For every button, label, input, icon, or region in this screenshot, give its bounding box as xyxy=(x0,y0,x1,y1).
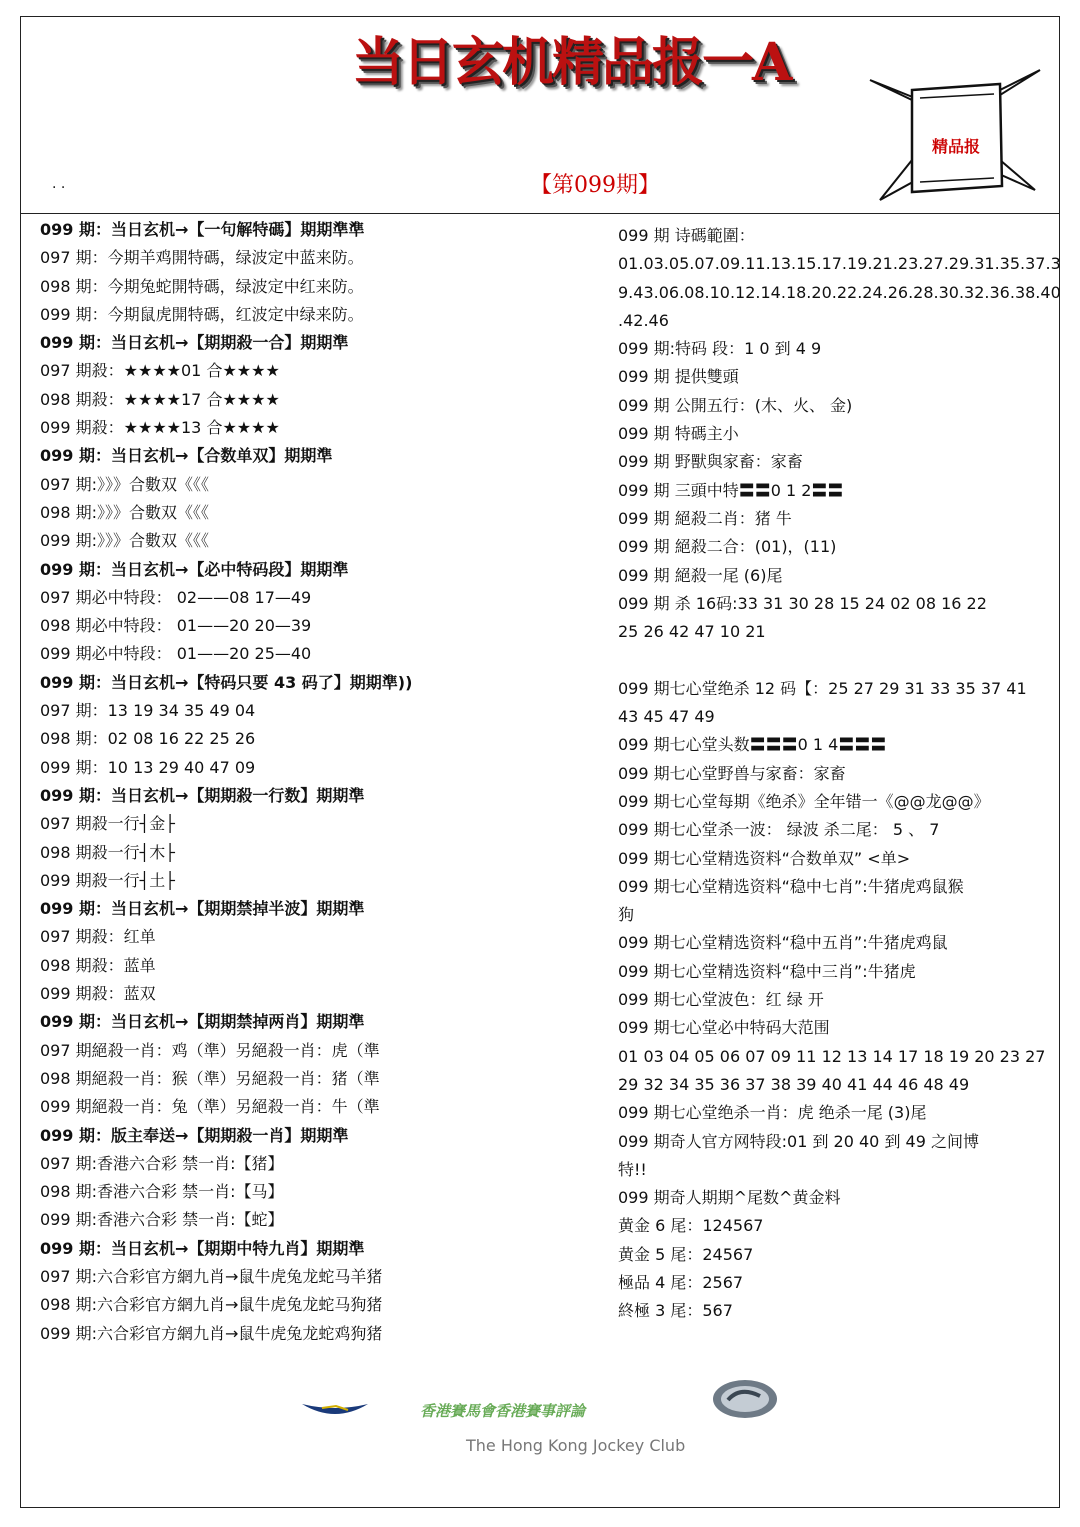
left-line: 098 期:六合彩官方網九肖→鼠牛虎兔龙蛇马狗猪 xyxy=(40,1295,383,1315)
right-line: 特!! xyxy=(618,1159,647,1179)
left-line: 099 期：当日玄机→【期期禁掉两肖】期期準 xyxy=(40,1012,365,1032)
right-line: 099 期七心堂野兽与家畜：家畜 xyxy=(618,763,846,783)
right-line: 099 期 公開五行：(木、火、 金) xyxy=(618,395,853,415)
left-line: 099 期：当日玄机→【期期禁掉半波】期期準 xyxy=(40,899,365,919)
left-line: 099 期：当日玄机→【期期中特九肖】期期準 xyxy=(40,1238,365,1258)
left-line: 099 期：当日玄机→【合数单双】期期準 xyxy=(40,446,333,466)
right-line: 9.43.06.08.10.12.14.18.20.22.24.26.28.30.32.36.38.40 xyxy=(618,282,1061,302)
right-line: 099 期七心堂波色：红 绿 开 xyxy=(618,990,824,1010)
right-line: 099 期七心堂精选资料“稳中七肖”:牛猪虎鸡鼠猴 xyxy=(618,876,964,896)
left-line: 097 期：今期羊鸡開特碼，绿波定中蓝来防。 xyxy=(40,248,364,268)
right-line: 099 期 絕殺二肖：猪 牛 xyxy=(618,508,792,528)
right-line: 099 期奇人官方网特段:01 到 20 40 到 49 之间博 xyxy=(618,1131,979,1151)
left-line: 099 期：当日玄机→【一句解特碼】期期準準 xyxy=(40,220,365,239)
left-line: 097 期:香港六合彩 禁一肖:【猪】 xyxy=(40,1153,284,1173)
right-line: 01.03.05.07.09.11.13.15.17.19.21.23.27.29.31.35.37.3 xyxy=(618,254,1061,274)
left-line: 099 期:六合彩官方網九肖→鼠牛虎兔龙蛇鸡狗猪 xyxy=(40,1323,383,1343)
left-line: 098 期:》》》合數双《《《 xyxy=(40,502,210,522)
left-line: 097 期:》》》合數双《《《 xyxy=(40,474,210,494)
left-line: 099 期：当日玄机→【期期殺一合】期期準 xyxy=(40,333,349,353)
left-line: 098 期絕殺一肖：猴（準）另絕殺一肖：猪（準 xyxy=(40,1068,380,1088)
issue-number: 【第099期】 xyxy=(530,173,660,198)
right-line: 099 期七心堂精选资料“稳中三肖”:牛猪虎 xyxy=(618,961,916,981)
left-column xyxy=(40,216,412,1348)
left-line: 099 期殺：蓝双 xyxy=(40,984,156,1004)
left-line: 097 期殺一行┤金├ xyxy=(40,814,175,834)
right-line: 01 03 04 05 06 07 09 11 12 13 14 17 18 19 20 23 27 xyxy=(618,1046,1046,1066)
left-line: 098 期殺：★★★★17 合★★★★ xyxy=(40,389,280,409)
left-line: 099 期：当日玄机→【必中特码段】期期準 xyxy=(40,559,349,579)
left-line: 097 期殺：★★★★01 合★★★★ xyxy=(40,361,280,381)
jockey-club-right-logo-icon xyxy=(710,1376,780,1422)
right-line: 099 期 絕殺二合：(01)，(11) xyxy=(618,537,837,557)
left-line: 098 期殺一行┤木├ xyxy=(40,842,175,862)
right-line: 黄金 5 尾：24567 xyxy=(618,1244,754,1264)
right-line: 099 期七心堂头数〓〓〓0 1 4〓〓〓 xyxy=(618,735,887,755)
right-line: .42.46 xyxy=(618,310,669,330)
right-line: 099 期 絕殺一尾 (6)尾 xyxy=(618,565,783,585)
left-line: 099 期:香港六合彩 禁一肖:【蛇】 xyxy=(40,1210,284,1230)
footer-chinese-name: 香港賽馬會香港賽事評論 xyxy=(420,1402,586,1420)
right-line: 099 期 野獸與家畜：家畜 xyxy=(618,452,803,472)
right-column xyxy=(618,222,1061,1326)
left-line: 099 期：当日玄机→【期期殺一行数】期期準 xyxy=(40,785,365,805)
left-line: 099 期:》》》合數双《《《 xyxy=(40,531,210,551)
right-line: 099 期七心堂绝杀一肖：虎 绝杀一尾 (3)尾 xyxy=(618,1103,927,1123)
left-line: 098 期:香港六合彩 禁一肖:【马】 xyxy=(40,1182,284,1202)
right-line: 099 期奇人期期^尾数^黄金料 xyxy=(618,1188,841,1208)
right-line: 25 26 42 47 10 21 xyxy=(618,622,766,642)
left-line: 099 期殺一行┤土├ xyxy=(40,870,175,890)
badge-ribbon-icon xyxy=(860,60,1050,210)
left-line: 098 期殺：蓝单 xyxy=(40,955,156,975)
left-line: 098 期：今期兔蛇開特碼，绿波定中红来防。 xyxy=(40,276,364,296)
left-line: 097 期殺：红单 xyxy=(40,927,156,947)
right-line: 狗 xyxy=(618,905,635,925)
footer-english-name: The Hong Kong Jockey Club xyxy=(466,1436,686,1455)
right-line: 099 期七心堂精选资料“稳中五肖”:牛猪虎鸡鼠 xyxy=(618,933,948,953)
right-line: 099 期七心堂绝杀 12 码【：25 27 29 31 33 35 37 41 xyxy=(618,678,1027,698)
left-line: 099 期：今期鼠虎開特碼，红波定中绿来防。 xyxy=(40,304,364,324)
right-line: 099 期 诗碼範圍： xyxy=(618,226,755,245)
left-line: 099 期絕殺一肖：兔（準）另絕殺一肖：牛（準 xyxy=(40,1097,380,1117)
right-line: 終極 3 尾：567 xyxy=(618,1301,733,1321)
right-line: 43 45 47 49 xyxy=(618,707,715,727)
right-line: 099 期七心堂必中特码大范围 xyxy=(618,1018,830,1038)
right-line xyxy=(618,646,1061,674)
right-line: 29 32 34 35 36 37 38 39 40 41 44 46 48 49 xyxy=(618,1074,970,1094)
right-line: 099 期:特码 段：1 0 到 4 9 xyxy=(618,339,822,359)
header-dots: . . xyxy=(52,176,66,192)
jockey-club-left-logo-icon xyxy=(300,1398,370,1422)
footer xyxy=(300,1370,790,1470)
right-line: 099 期七心堂杀一波： 绿波 杀二尾： 5 、 7 xyxy=(618,820,940,840)
left-line: 097 期絕殺一肖：鸡（準）另絕殺一肖：虎（準 xyxy=(40,1040,380,1060)
right-line: 099 期 提供雙頭 xyxy=(618,367,739,387)
left-line: 099 期必中特段： 01——20 25—40 xyxy=(40,644,312,664)
left-line: 099 期：10 13 29 40 47 09 xyxy=(40,757,256,777)
right-line: 極品 4 尾：2567 xyxy=(618,1272,744,1292)
left-line: 098 期：02 08 16 22 25 26 xyxy=(40,729,256,749)
right-line: 099 期 三頭中特〓〓0 1 2〓〓 xyxy=(618,480,844,500)
left-line: 097 期：13 19 34 35 49 04 xyxy=(40,701,256,721)
left-line: 099 期殺：★★★★13 合★★★★ xyxy=(40,418,280,438)
left-line: 097 期:六合彩官方網九肖→鼠牛虎兔龙蛇马羊猪 xyxy=(40,1266,383,1286)
page-title: 当日玄机精品报一A xyxy=(352,32,791,93)
badge-label: 精品报 xyxy=(932,137,981,156)
right-line: 099 期 特碼主小 xyxy=(618,424,739,444)
right-line: 099 期 杀 16码:33 31 30 28 15 24 02 08 16 22 xyxy=(618,593,987,613)
left-line: 099 期：当日玄机→【特码只要 43 码了】期期準)) xyxy=(40,672,413,692)
left-line: 099 期：版主奉送→【期期殺一肖】期期準 xyxy=(40,1125,349,1145)
right-line: 099 期七心堂精选资料“合数单双” <单> xyxy=(618,848,911,868)
left-line: 098 期必中特段： 01——20 20—39 xyxy=(40,616,312,636)
left-line: 097 期必中特段： 02——08 17—49 xyxy=(40,587,312,607)
right-line: 黄金 6 尾：124567 xyxy=(618,1216,764,1236)
right-line: 099 期七心堂每期《绝杀》全年错一《@@龙@@》 xyxy=(618,791,990,811)
